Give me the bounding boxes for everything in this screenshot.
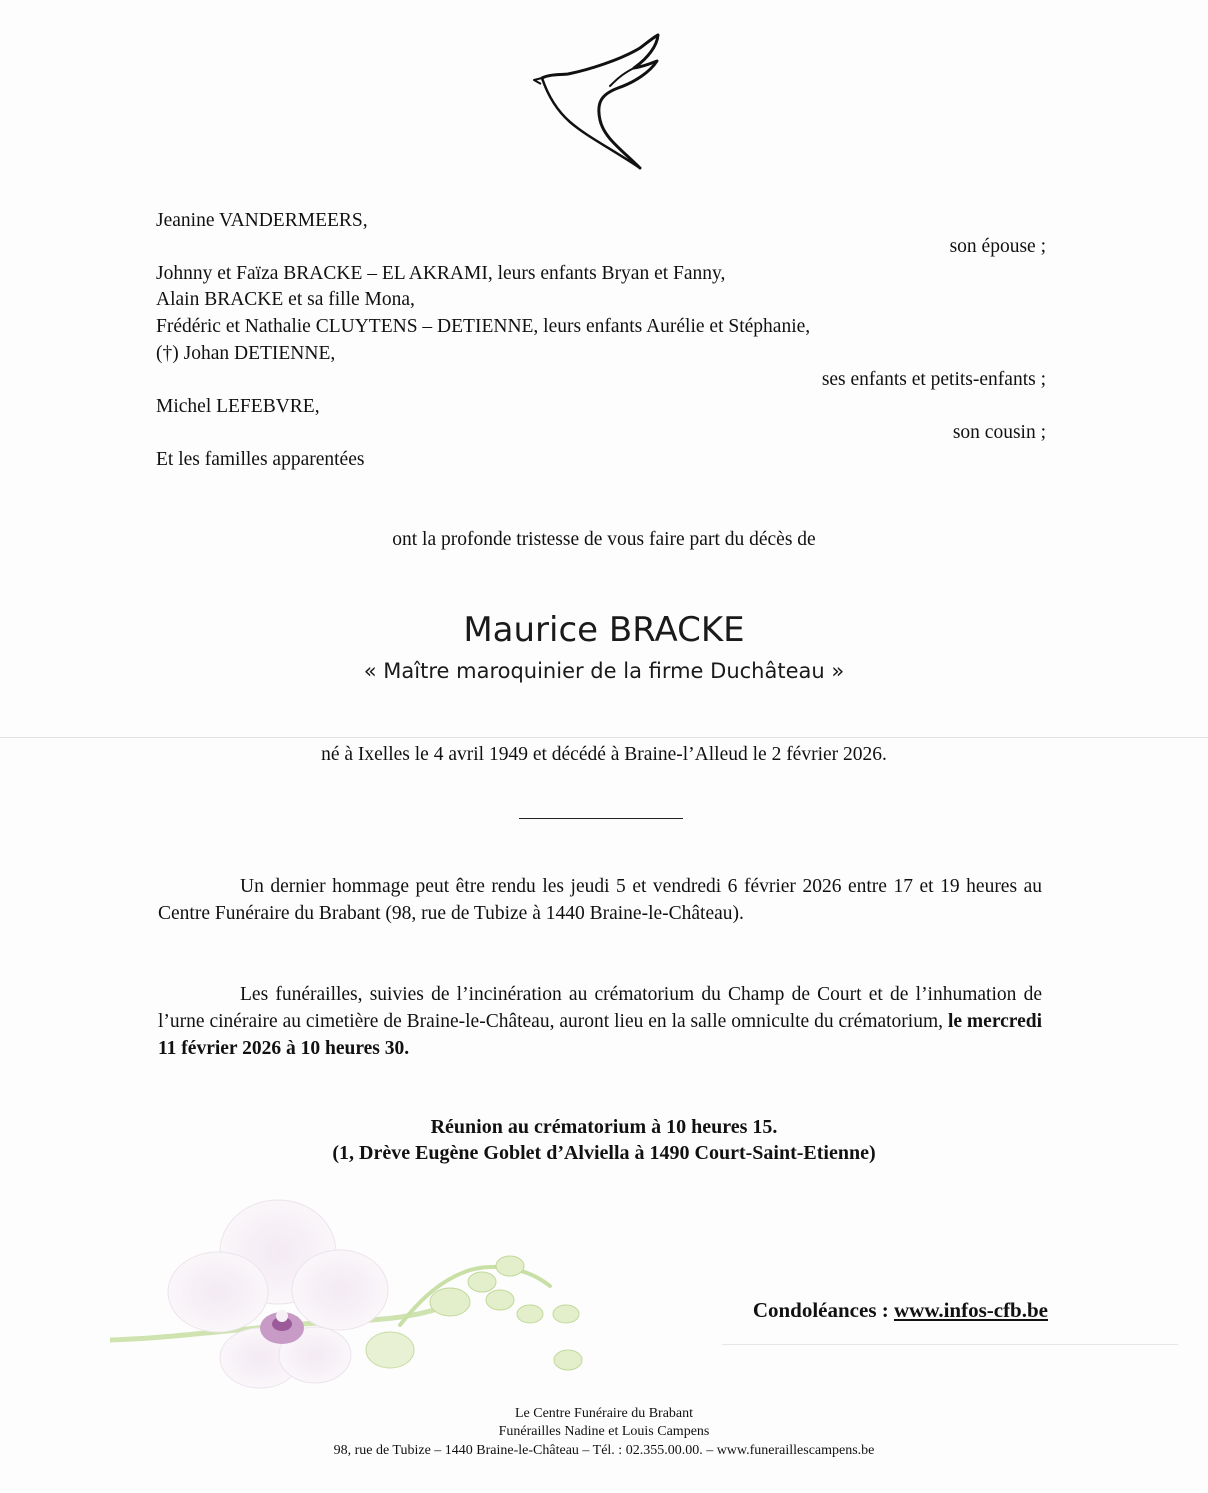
family-line-children-1: Johnny et Faïza BRACKE – EL AKRAMI, leurs enfants Bryan et Fanny, <box>156 263 726 284</box>
condolences-link[interactable]: www.infos-cfb.be <box>893 1298 1048 1322</box>
meeting-time: Réunion au crématorium à 10 heures 15. <box>430 1116 778 1138</box>
deceased-title: « Maître maroquinier de la firme Duchâteau » <box>363 659 845 683</box>
separator-line <box>519 818 683 819</box>
family-line-cousin: Michel LEFEBVRE, <box>156 396 320 417</box>
family-line-children-2: Alain BRACKE et sa fille Mona, <box>156 289 415 310</box>
fold-line <box>0 737 1208 738</box>
family-line-children-3: Frédéric et Nathalie CLUYTENS – DETIENNE, leurs enfants Aurélie et Stéphanie, <box>156 316 811 337</box>
hommage-paragraph: Un dernier hommage peut être rendu les jeudi 5 et vendredi 6 février 2026 entre 17 et 19 heures au Centre Funéraire du Brabant (98, rue de Tubize à 1440 Braine-le-Château). <box>158 876 1042 924</box>
role-spouse: son épouse ; <box>949 236 1046 257</box>
meeting-address: (1, Drève Eugène Goblet d’Alviella à 1490 Court-Saint-Etienne) <box>332 1142 876 1164</box>
funeral-date: le mercredi 11 février 2026 à 10 heures 30. <box>158 1011 1042 1059</box>
footer-line-3: 98, rue de Tubize – 1440 Braine-le-Château – Tél. : 02.355.00.00. – www.funeraillescampens.be <box>333 1443 875 1458</box>
condolences-label: Condoléances : <box>752 1298 894 1322</box>
funeral-paragraph <box>158 981 1042 1062</box>
funeral-text: Les funérailles, suivies de l’incinération au crématorium du Champ de Court et de l’inhumation de l’urne cinéraire au cimetière de Braine-le-Château, auront lieu en la salle omniculte du crématorium, <box>158 984 1042 1032</box>
family-line-spouse: Jeanine VANDERMEERS, <box>156 210 368 231</box>
footer-line-1: Le Centre Funéraire du Brabant <box>514 1406 694 1421</box>
announcement-text: ont la profonde tristesse de vous faire part du décès de <box>392 529 816 550</box>
deceased-dates: né à Ixelles le 4 avril 1949 et décédé à Braine-l’Alleud le 2 février 2026. <box>321 744 887 765</box>
family-line-children-4: (†) Johan DETIENNE, <box>156 343 336 364</box>
footer-rule <box>722 1344 1178 1345</box>
condolences <box>753 1298 1048 1323</box>
role-children: ses enfants et petits-enfants ; <box>821 369 1046 390</box>
footer-line-2: Funérailles Nadine et Louis Campens <box>498 1424 710 1439</box>
role-cousin: son cousin ; <box>952 422 1046 443</box>
dove-icon <box>530 30 670 175</box>
family-line-relatives: Et les familles apparentées <box>156 449 365 470</box>
deceased-name: Maurice BRACKE <box>463 610 745 650</box>
orchid-flower-icon <box>110 1190 590 1400</box>
